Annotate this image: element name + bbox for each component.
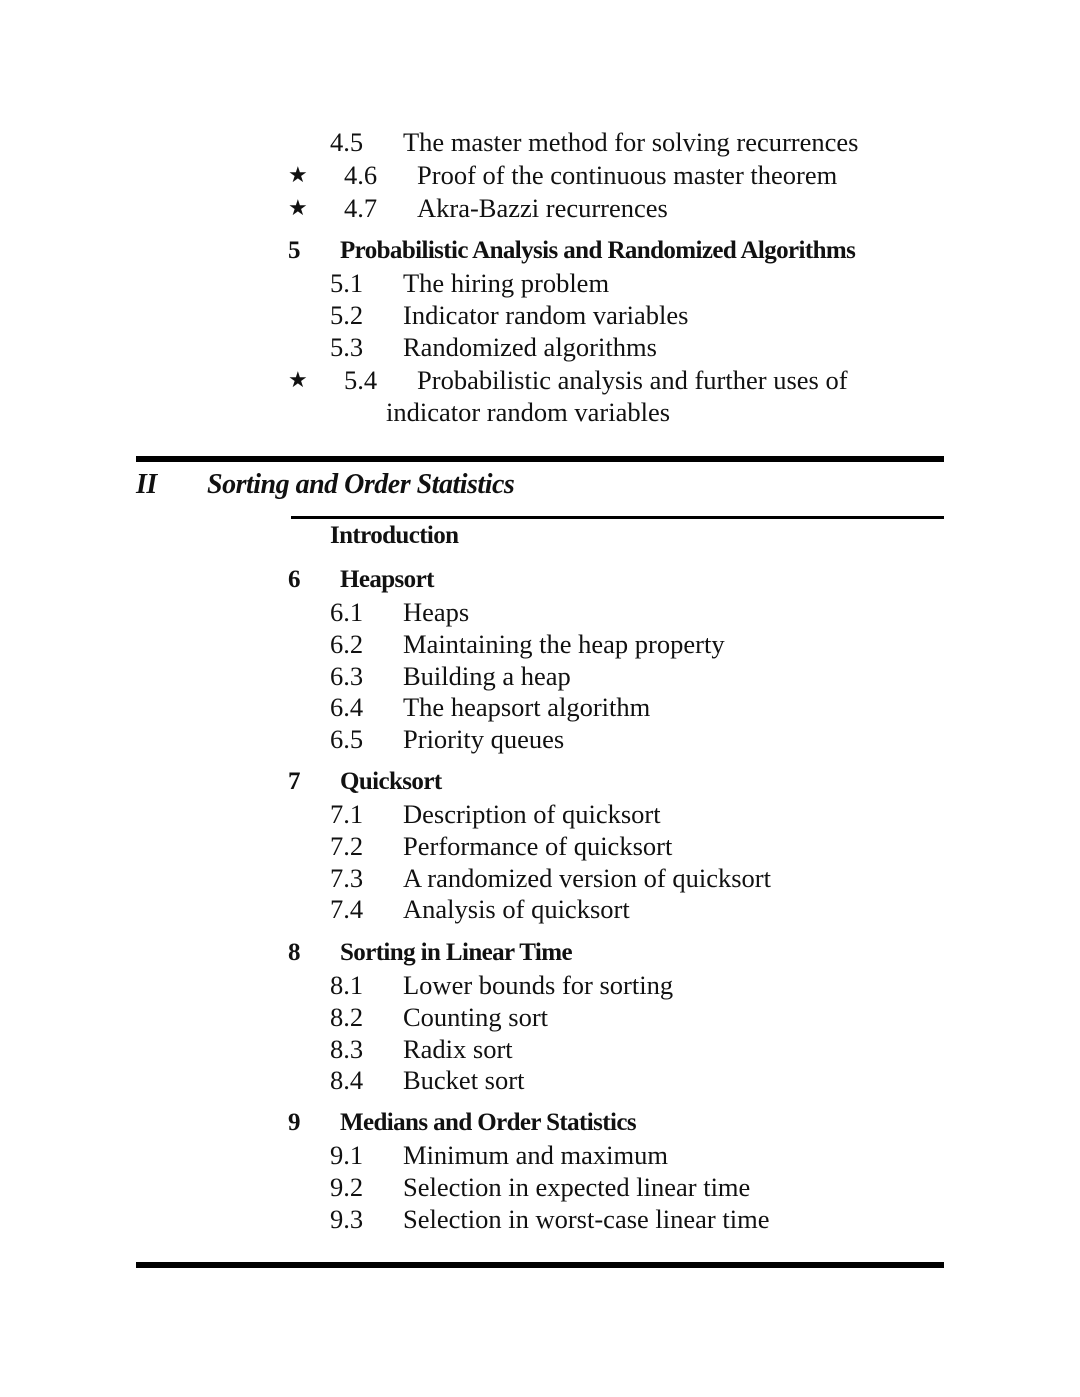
section-number: 9.2 <box>330 1171 364 1202</box>
section-title[interactable]: The heapsort algorithm <box>403 692 651 723</box>
part-top-rule <box>136 456 944 462</box>
section-number: 5.3 <box>330 332 364 362</box>
bottom-rule <box>136 1262 944 1268</box>
section-title[interactable]: Counting sort <box>403 1001 549 1032</box>
part-title: Sorting and Order Statistics <box>207 469 515 500</box>
section-number: 5.4 <box>344 365 378 395</box>
section-title[interactable]: Bucket sort <box>403 1065 525 1096</box>
section-number: 9.3 <box>330 1203 364 1234</box>
chapter-title[interactable]: Quicksort <box>340 768 442 795</box>
section-number: 4.7 <box>344 193 378 223</box>
section-title-continued[interactable]: indicator random variables <box>386 397 671 427</box>
section-title[interactable]: Randomized algorithms <box>403 332 657 362</box>
section-number: 8.2 <box>330 1001 364 1032</box>
section-title[interactable]: Lower bounds for sorting <box>403 970 674 1000</box>
section-title[interactable]: The master method for solving recurrences <box>403 127 859 157</box>
section-number: 6.3 <box>330 660 364 691</box>
part-introduction[interactable]: Introduction <box>330 522 459 549</box>
section-title[interactable]: A randomized version of quicksort <box>403 862 771 893</box>
section-title[interactable]: Analysis of quicksort <box>403 894 630 925</box>
chapter-title[interactable]: Heapsort <box>340 566 434 593</box>
section-number: 7.4 <box>330 894 364 925</box>
section-title[interactable]: Indicator random variables <box>403 300 689 330</box>
section-number: 5.1 <box>330 268 364 298</box>
section-number: 4.5 <box>330 127 364 157</box>
section-number: 9.1 <box>330 1140 364 1170</box>
star-icon: ★ <box>288 367 308 392</box>
part-number: II <box>136 469 157 500</box>
section-number: 6.5 <box>330 724 364 755</box>
section-title[interactable]: Description of quicksort <box>403 799 661 829</box>
chapter-number: 7 <box>288 768 300 795</box>
section-title[interactable]: Minimum and maximum <box>403 1140 668 1170</box>
section-number: 5.2 <box>330 300 364 330</box>
section-number: 8.1 <box>330 970 364 1000</box>
section-number: 7.1 <box>330 799 364 829</box>
section-number: 6.1 <box>330 597 364 627</box>
chapter-title[interactable]: Probabilistic Analysis and Randomized Algorithms <box>340 237 856 264</box>
section-title[interactable]: Proof of the continuous master theorem <box>417 160 838 190</box>
section-number: 8.4 <box>330 1065 364 1096</box>
section-title[interactable]: Selection in expected linear time <box>403 1171 751 1202</box>
section-title[interactable]: Akra-Bazzi recurrences <box>417 193 668 223</box>
section-title[interactable]: Radix sort <box>403 1033 513 1064</box>
section-title[interactable]: The hiring problem <box>403 268 610 298</box>
chapter-title[interactable]: Sorting in Linear Time <box>340 939 572 966</box>
chapter-title[interactable]: Medians and Order Statistics <box>340 1109 636 1136</box>
section-title[interactable]: Selection in worst-case linear time <box>403 1203 770 1234</box>
section-number: 7.2 <box>330 830 364 861</box>
section-title[interactable]: Heaps <box>403 597 470 627</box>
star-icon: ★ <box>288 162 308 187</box>
section-number: 7.3 <box>330 862 364 893</box>
section-number: 6.2 <box>330 628 364 659</box>
chapter-number: 9 <box>288 1109 300 1136</box>
section-title[interactable]: Maintaining the heap property <box>403 628 725 659</box>
chapter-number: 8 <box>288 939 300 966</box>
chapter-number: 5 <box>288 237 300 264</box>
part-sub-rule <box>291 516 944 519</box>
section-number: 4.6 <box>344 160 378 190</box>
chapter-number: 6 <box>288 566 300 593</box>
section-title[interactable]: Performance of quicksort <box>403 830 673 861</box>
section-title[interactable]: Priority queues <box>403 724 565 755</box>
star-icon: ★ <box>288 195 308 220</box>
section-number: 8.3 <box>330 1033 364 1064</box>
section-number: 6.4 <box>330 692 364 723</box>
section-title[interactable]: Probabilistic analysis and further uses of <box>417 365 848 395</box>
section-title[interactable]: Building a heap <box>403 660 571 691</box>
